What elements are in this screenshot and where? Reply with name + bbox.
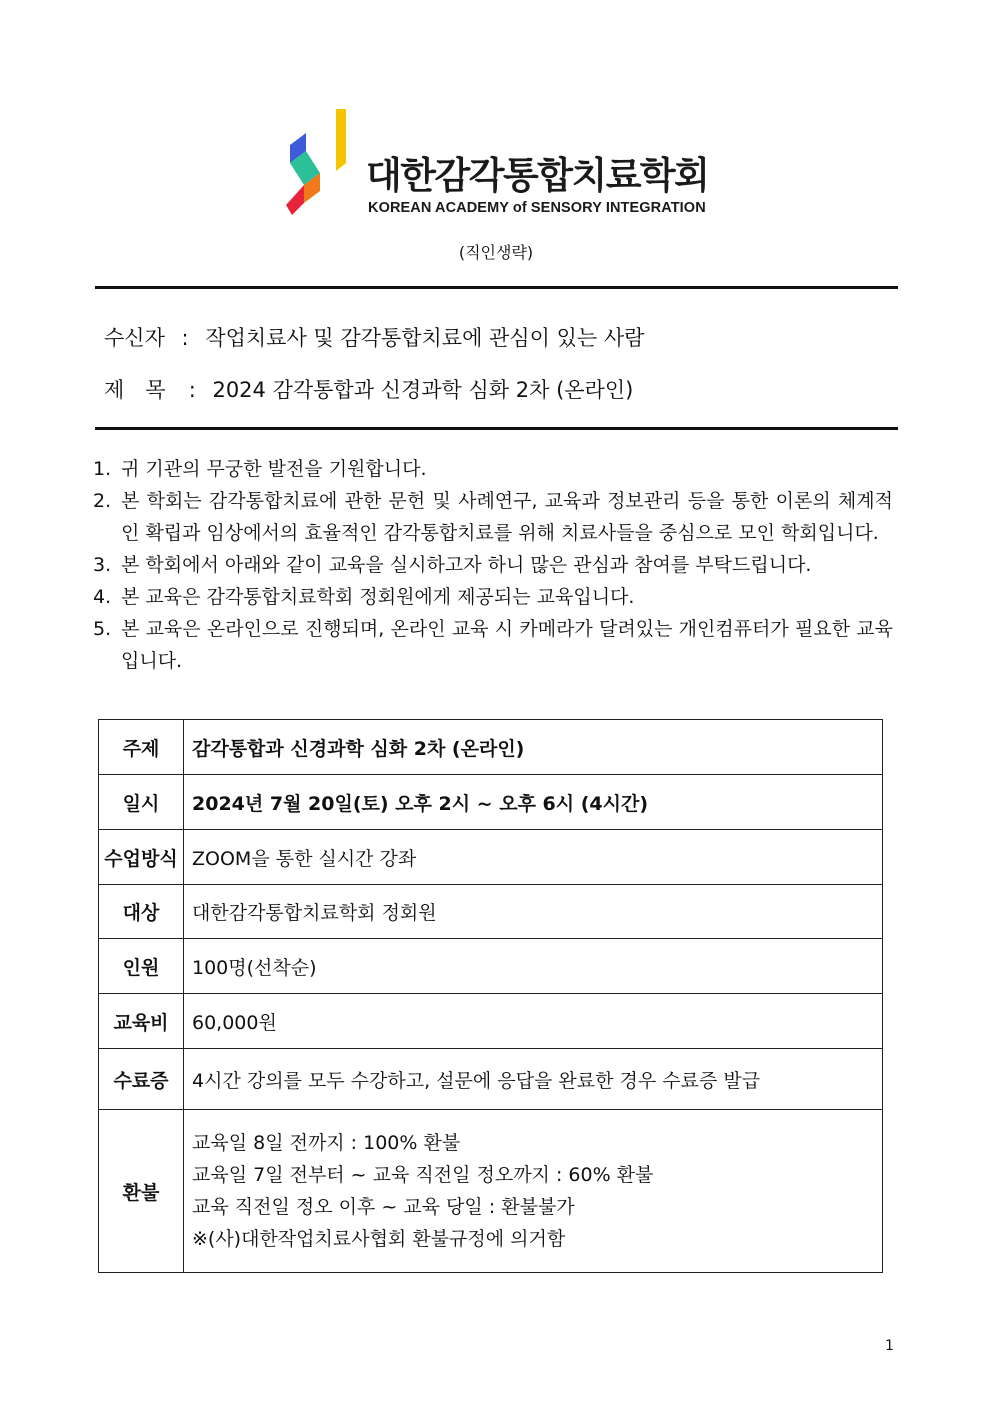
refund-policy-line: 교육일 8일 전까지 : 100% 환불	[192, 1132, 461, 1154]
row-value-capacity: 100명(선착순)	[184, 939, 883, 994]
row-value-topic: 감각통합과 신경과학 심화 2차 (온라인)	[184, 720, 883, 775]
list-item-number: 3.	[93, 554, 112, 576]
seal-omitted-note: (직인생략)	[458, 243, 534, 262]
academy-name-english: KOREAN ACADEMY of SENSORY INTEGRATION	[368, 200, 706, 216]
academy-name-korean: 대한감각통합치료학회	[366, 154, 709, 197]
refund-policy-line: ※(사)대한작업치료사협회 환불규정에 의거함	[192, 1228, 566, 1250]
list-item-text: 귀 기관의 무궁한 발전을 기원합니다.	[121, 458, 427, 480]
course-info-table	[98, 719, 883, 1273]
academy-logo-mark-icon	[280, 105, 350, 217]
recipient-separator: :	[181, 326, 189, 350]
table-row	[99, 939, 883, 994]
list-item-text: 본 학회는 감각통합치료에 관한 문헌 및 사례연구, 교육과 정보관리 등을 통한 이론의 체계적인 확립과 임상에서의 효율적인 감각통합치료를 위해 치료사들을 중심으로 모인 학회입니다.	[121, 490, 893, 544]
row-value-datetime: 2024년 7월 20일(토) 오후 2시 ~ 오후 6시 (4시간)	[184, 775, 883, 830]
row-key-audience: 대상	[99, 885, 184, 939]
table-row	[99, 1110, 883, 1273]
row-value-refund	[184, 1110, 883, 1273]
row-value-certificate: 4시간 강의를 모두 수강하고, 설문에 응답을 완료한 경우 수료증 발급	[184, 1049, 883, 1110]
table-row	[99, 775, 883, 830]
refund-policy-line: 교육 직전일 정오 이후 ~ 교육 당일 : 환불불가	[192, 1196, 575, 1218]
row-key-refund: 환불	[99, 1110, 184, 1273]
row-key-certificate: 수료증	[99, 1049, 184, 1110]
list-item-number: 1.	[93, 458, 112, 480]
subject-separator: :	[188, 378, 196, 402]
table-row	[99, 885, 883, 939]
row-key-fee: 교육비	[99, 994, 184, 1049]
header-top-rule	[95, 286, 898, 289]
list-item	[93, 485, 893, 549]
table-row	[99, 720, 883, 775]
list-item-number: 4.	[93, 586, 112, 608]
list-item-text: 본 교육은 감각통합치료학회 정회원에게 제공되는 교육입니다.	[121, 586, 635, 608]
row-key-topic: 주제	[99, 720, 184, 775]
list-item	[93, 549, 893, 581]
table-row	[99, 830, 883, 885]
row-key-class-method: 수업방식	[99, 830, 184, 885]
table-row	[99, 994, 883, 1049]
row-key-capacity: 인원	[99, 939, 184, 994]
subject-label: 제 목	[104, 378, 166, 402]
refund-policy-line: 교육일 7일 전부터 ~ 교육 직전일 정오까지 : 60% 환불	[192, 1164, 654, 1186]
header-bottom-rule	[95, 427, 898, 430]
list-item-number: 5.	[93, 618, 112, 640]
list-item	[93, 613, 893, 677]
row-value-fee: 60,000원	[184, 994, 883, 1049]
list-item	[93, 581, 893, 613]
recipient-value: 작업치료사 및 감각통합치료에 관심이 있는 사람	[205, 326, 645, 350]
list-item-text: 본 교육은 온라인으로 진행되며, 온라인 교육 시 카메라가 달려있는 개인컴퓨터가 필요한 교육입니다.	[121, 618, 893, 672]
list-item	[93, 453, 893, 485]
row-value-class-method: ZOOM을 통한 실시간 강좌	[184, 830, 883, 885]
row-value-audience: 대한감각통합치료학회 정회원	[184, 885, 883, 939]
list-item-text: 본 학회에서 아래와 같이 교육을 실시하고자 하니 많은 관심과 참여를 부탁드립니다.	[121, 554, 812, 576]
list-item-number: 2.	[93, 490, 112, 512]
recipient-label: 수신자	[104, 326, 165, 350]
row-key-datetime: 일시	[99, 775, 184, 830]
body-items-list	[93, 453, 893, 677]
table-row	[99, 1049, 883, 1110]
page-number: 1	[885, 1338, 894, 1354]
recipient-line	[104, 322, 644, 352]
subject-value: 2024 감각통합과 신경과학 심화 2차 (온라인)	[212, 378, 634, 402]
subject-line	[104, 374, 633, 404]
academy-logo	[280, 105, 720, 220]
